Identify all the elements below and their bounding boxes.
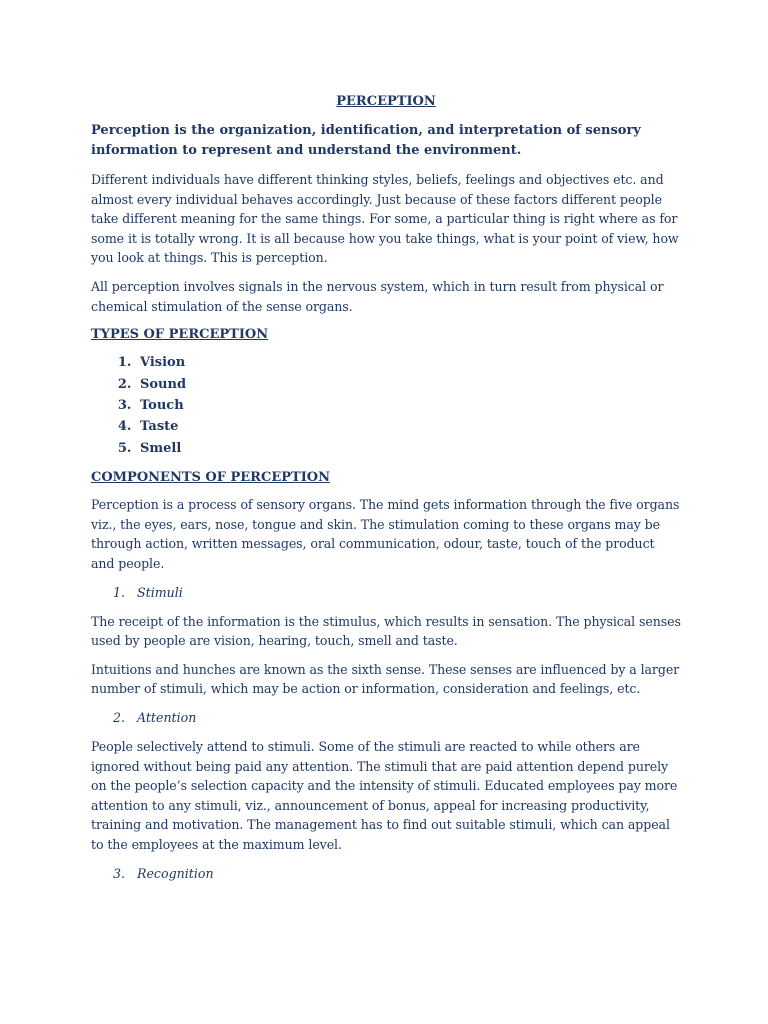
- lead-definition: Perception is the organization, identification, and interpretation of sensory information to represent and understand the environment.: [91, 123, 641, 158]
- types-list: [91, 352, 681, 459]
- intro-paragraph-1: Different individuals have different thinking styles, beliefs, feelings and objectives etc. and almost every individual behaves accordingly. Just because of these factors different people take different meaning for the same things. For some, a particular thing is right where as for some it is totally wrong. It is all because how you take things, what is your point of view, how you look at things. This is perception.: [91, 172, 679, 266]
- intro-paragraph-2: All perception involves signals in the nervous system, which in turn result from physical or chemical stimulation of the sense organs.: [91, 278, 664, 314]
- component-number: 3.: [113, 865, 126, 881]
- component-heading-stimuli: [91, 583, 681, 602]
- components-heading: COMPONENTS OF PERCEPTION: [91, 470, 330, 486]
- component-name: Attention: [137, 709, 197, 725]
- component-number: 2.: [113, 709, 126, 725]
- list-item-sound: 2. Sound: [136, 374, 681, 395]
- component-name: Stimuli: [137, 584, 183, 600]
- list-item-vision: 1. Vision: [136, 352, 681, 373]
- components-intro: Perception is a process of sensory organs. The mind gets information through the five organs viz., the eyes, ears, nose, tongue and skin. The stimulation coming to these organs may be through action, written messages, oral communication, odour, taste, touch of the product and people.: [91, 497, 680, 571]
- component-name: Recognition: [137, 865, 214, 881]
- attention-paragraph-1: People selectively attend to stimuli. Some of the stimuli are reacted to while others are ignored without being paid any attention. The stimuli that are paid attention depend purely on the people’s selection capacity and the intensity of stimuli. Educated employees pay more attention to any stimuli, viz., announcement of bonus, appeal for increasing productivity, training and motivation. The management has to find out suitable stimuli, which can appeal to the employees at the maximum level.: [91, 738, 678, 852]
- document-title: PERCEPTION: [336, 94, 436, 109]
- types-heading: TYPES OF PERCEPTION: [91, 327, 269, 343]
- list-item-smell: 5. Smell: [136, 438, 681, 459]
- stimuli-paragraph-2: Intuitions and hunches are known as the sixth sense. These senses are influenced by a larger number of stimuli, which may be action or information, consideration and feelings, etc.: [91, 661, 680, 697]
- list-item-touch: 3. Touch: [136, 395, 681, 416]
- list-item-taste: 4. Taste: [136, 416, 681, 437]
- component-heading-attention: [91, 708, 681, 727]
- component-number: 1.: [113, 584, 126, 600]
- document-page: [91, 94, 681, 893]
- stimuli-paragraph-1: The receipt of the information is the stimulus, which results in sensation. The physical senses used by people are vision, hearing, touch, smell and taste.: [91, 613, 681, 649]
- component-heading-recognition: [91, 864, 681, 883]
